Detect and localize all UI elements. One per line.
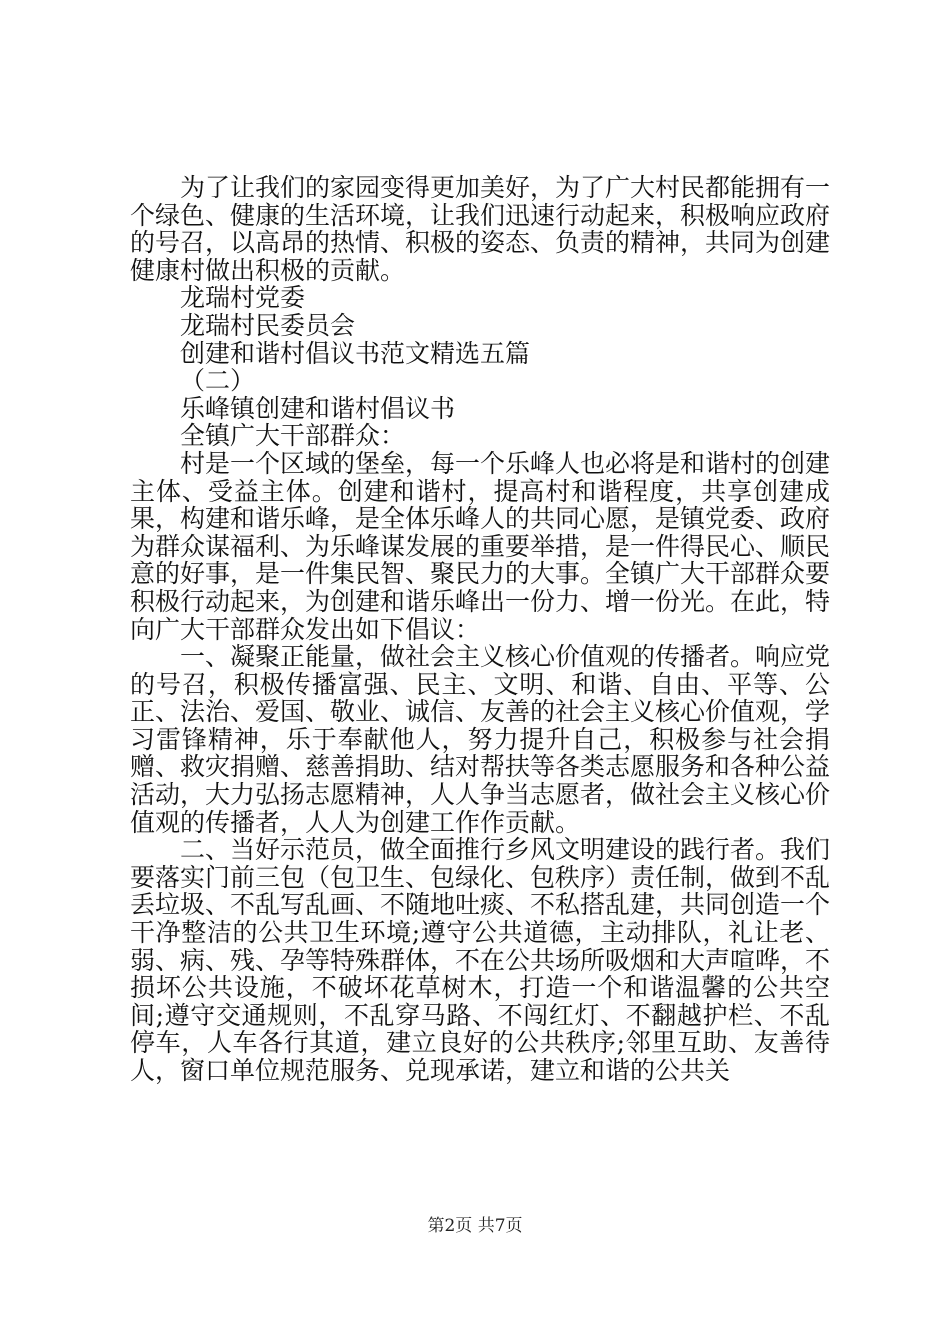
paragraph-closing-appeal: 为了让我们的家园变得更加美好，为了广大村民都能拥有一个绿色、健康的生活环境，让我们迅速行动起来，积极响应政府的号召，以高昂的热情、积极的姿态、负责的精神，共同为创建健康村做出积极的贡献。 [130, 173, 831, 285]
proposal-title: 乐峰镇创建和谐村倡议书 [180, 393, 456, 423]
document-body [130, 174, 830, 1085]
signature-villager-committee: 龙瑞村民委员会 [180, 310, 356, 340]
paragraph-introduction: 村是一个区域的堡垒，每一个乐峰人也必将是和谐村的创建主体、受益主体。创建和谐村，提高村和谐程度，共享创建成果，构建和谐乐峰，是全体乐峰人的共同心愿，是镇党委、政府为群众谋福利、为乐峰谋发展的重要举措，是一件得民心、顺民意的好事，是一件集民智、聚民力的大事。全镇广大干部群众要积极行动起来，为创建和谐乐峰出一份力、增一份光。在此，特向广大干部群众发出如下倡议： [130, 448, 831, 644]
section-title: 创建和谐村倡议书范文精选五篇 [180, 338, 531, 368]
signature-party-committee: 龙瑞村党委 [180, 283, 306, 313]
section-number: （二） [180, 366, 256, 396]
paragraph-proposal-one: 一、凝聚正能量，做社会主义核心价值观的传播者。响应党的号召，积极传播富强、民主、文明、和谐、自由、平等、公正、法治、爱国、敬业、诚信、友善的社会主义核心价值观，学习雷锋精神，乐于奉献他人，努力提升自己，积极参与社会捐赠、救灾捐赠、慈善捐助、结对帮扶等各类志愿服务和各种公益活动，大力弘扬志愿精神，人人争当志愿者，做社会主义核心价值观的传播者，人人为创建工作作贡献。 [130, 642, 831, 837]
salutation: 全镇广大干部群众： [180, 421, 406, 451]
page-footer: 第2页 共7页 [427, 1216, 523, 1236]
paragraph-proposal-two: 二、当好示范员，做全面推行乡风文明建设的践行者。我们要落实门前三包（包卫生、包绿化、包秩序）责任制，做到不乱丢垃圾、不乱写乱画、不随地吐痰、不私搭乱建，共同创造一个干净整洁的公共卫生环境;遵守公共道德，主动排队，礼让老、弱、病、残、孕等特殊群体，不在公共场所吸烟和大声喧哗，不损坏公共设施，不破坏花草树木，打造一个和谐温馨的公共空间;遵守交通规则，不乱穿马路、不闯红灯、不翻越护栏、不乱停车，人车各行其道，建立良好的公共秩序;邻里互助、友善待人，窗口单位规范服务、兑现承诺，建立和谐的公共关 [130, 835, 831, 1085]
